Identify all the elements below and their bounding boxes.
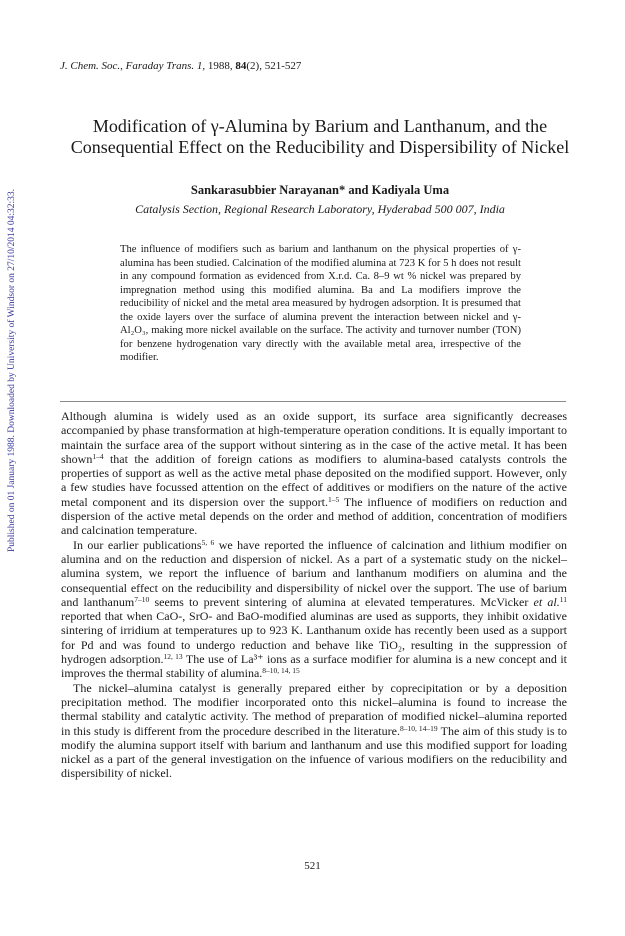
reference-marker: 5, 6 bbox=[201, 537, 215, 547]
body-text-span: The aim of this study is to modify the alumina support itself with barium and lanthanum and use this modified support for loading nickel as a part of the general investigation on the infuence of various modifiers on the reducibility and dispersibility of nickel. bbox=[61, 723, 568, 781]
reference-marker: 8–10, 14–19 bbox=[399, 723, 438, 733]
body-text-span: that the addition of foreign cations as modifiers to alumina-based catalysts controls the properties of support as well as the active metal phase deposited on the modified support. However, only a few studies have focussed attention on the effect of additives or modifiers on the nature of the active metal component and its dispersion over the support. bbox=[61, 451, 567, 509]
download-notice: Published on 01 January 1988. Downloaded by University of Windsor on 27/10/2014 04:32:33. bbox=[7, 188, 17, 552]
body-paragraph bbox=[61, 409, 567, 538]
journal-year: 1988, bbox=[207, 60, 233, 72]
article-authors: Sankarasubbier Narayanan* and Kadiyala Uma bbox=[190, 183, 450, 197]
body-text-span: The use of La³⁺ ions as a surface modifier for alumina is a new concept and it improves the thermal stability of alumina. bbox=[61, 652, 568, 681]
reference-marker: 7–10 bbox=[134, 594, 150, 604]
author-affiliation: Catalysis Section, Regional Research Laboratory, Hyderabad 500 007, India bbox=[135, 202, 505, 216]
body-text-span: we have reported the influence of calcination and lithium modifier on alumina and on the reduction and dispersion of nickel. As a part of a systematic study on the nickel–alumina system, we report the influence of barium and lanthanum modifiers on alumina and the consequential effect on the reducibility and dispersibility of nickel over the support. The use of barium and lanthanum bbox=[61, 537, 567, 609]
article-title: Modification of γ-Alumina by Barium and Lanthanum, and the Consequential Effect on the Reducibility and Dispersibility of Nickel bbox=[70, 116, 570, 157]
abstract: The influence of modifiers such as barium and lanthanum on the physical properties of γ-alumina has been studied. Calcination of the modified alumina at 723 K for 5 h does not result in any compound formation as evidenced from X.r.d. Ca. 8–9 wt % nickel was prepared by impregnation method using this modified alumina. Ba and La modifiers improve the reducibility of nickel and the metal area measured by hydrogen adsorption. It is presumed that the oxide layers over the surface of alumina prevent the interaction between nickel and γ-Al₂O₃, making more nickel available on the surface. The activity and turnover number (TON) for benzene hydrogenation vary directly with the available metal area, irrespective of the modifier. bbox=[120, 244, 521, 363]
body-paragraph bbox=[61, 681, 567, 781]
journal-volume: 84 bbox=[235, 60, 247, 72]
body-text-span: The nickel–alumina catalyst is generally prepared either by coprecipitation or by a deposition precipitation method. The modifier incorporated onto this nickel–alumina is found to increase the thermal stability and catalytic activity. The method of preparation of modified nickel–alumina reported in this study is different from the procedure described in the literature. bbox=[61, 680, 567, 738]
body-text-span: In our earlier publications bbox=[73, 537, 202, 552]
body-paragraph bbox=[61, 538, 567, 681]
page-number: 521 bbox=[304, 860, 321, 872]
journal-citation bbox=[60, 60, 301, 72]
journal-issue-pages: (2), 521-527 bbox=[246, 60, 302, 72]
article-body bbox=[61, 409, 567, 781]
et-al: et al. bbox=[533, 594, 560, 609]
reference-marker: 12, 13 bbox=[163, 652, 183, 662]
body-text-span: The influence of modifiers on reduction and dispersion of the active metal depends on the order and method of addition, concentration of modifiers and calcination temperature. bbox=[61, 494, 568, 538]
body-text-span: seems to prevent sintering of alumina at elevated temperatures. McVicker bbox=[149, 594, 534, 609]
body-text-span: reported that when CaO-, SrO- and BaO-modified aluminas are used as supports, they inhibit oxidative sintering of irridium at temperatures up to 923 K. Lanthanum oxide has recently been used as a support for Pd and was found to undergo reduction and behave like TiO₂, resulting in the suppression of hydrogen adsorption. bbox=[61, 609, 567, 667]
reference-marker: 1–5 bbox=[328, 494, 340, 504]
journal-name: J. Chem. Soc., Faraday Trans. 1, bbox=[60, 60, 206, 72]
section-divider bbox=[60, 401, 566, 402]
body-text-span: Although alumina is widely used as an oxide support, its surface area significantly decreases accompanied by phase transformation at high-temperature operation conditions. It is equally important to maintain the surface area of the support without sintering as in the case of the active metal. It has been shown bbox=[61, 409, 567, 466]
reference-marker: 11 bbox=[559, 594, 568, 604]
reference-marker: 8–10, 14, 15 bbox=[262, 666, 300, 676]
reference-marker: 1–4 bbox=[92, 451, 104, 461]
